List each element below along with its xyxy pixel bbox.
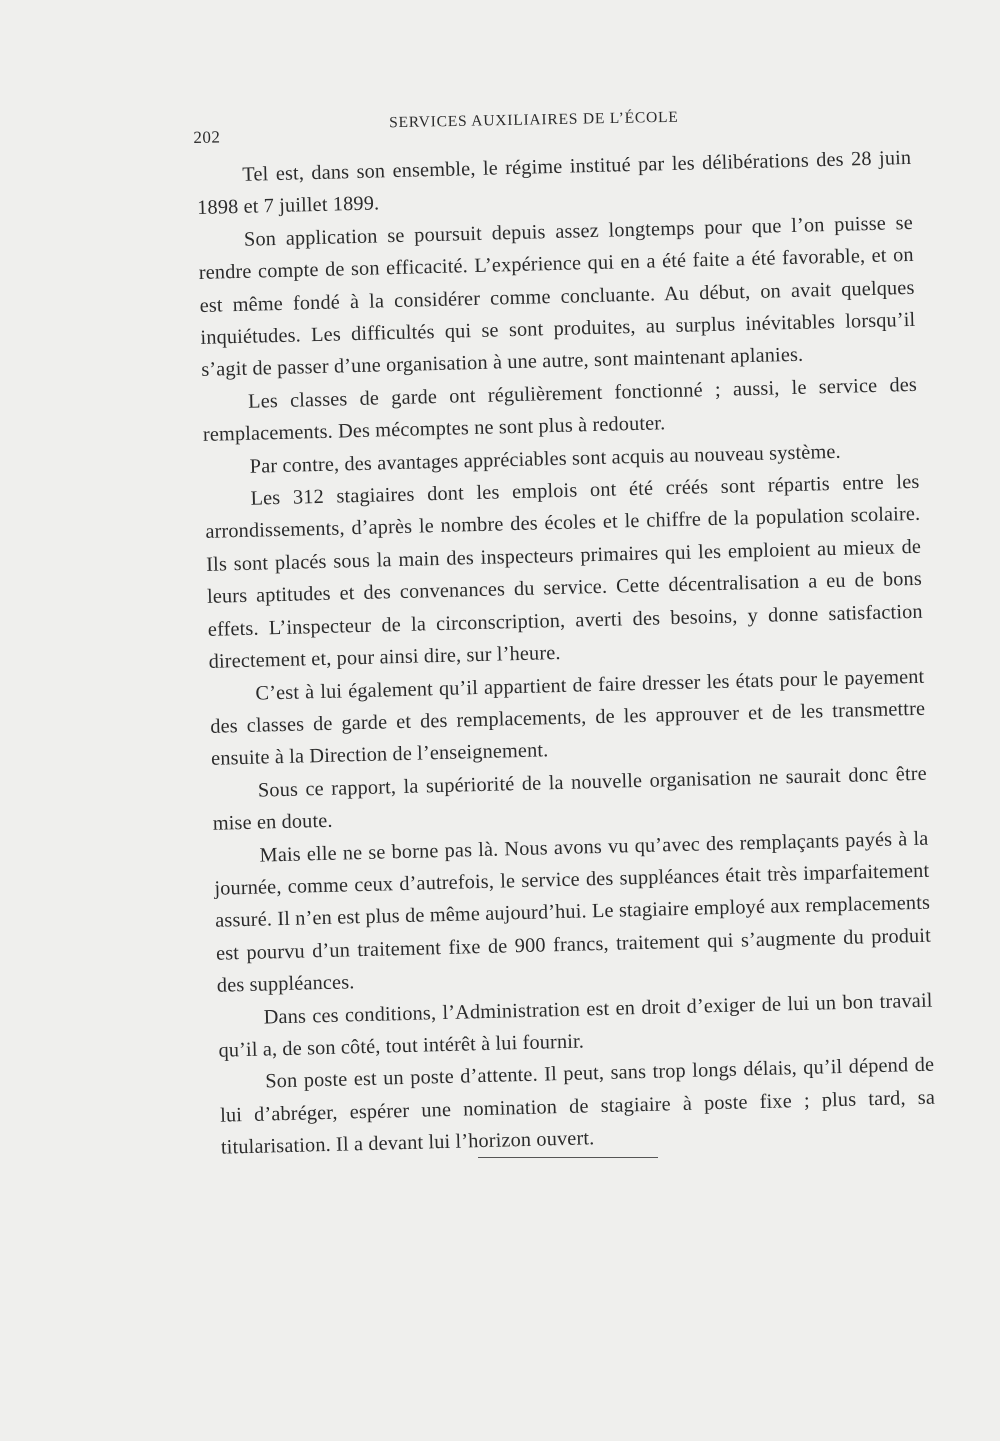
paragraph: Les 312 stagiaires dont les emplois ont été créés sont répartis entre les arrondissements, d’après le nombre des écoles et le chiffre de la population scolaire. Ils sont placés sous la main des inspecteurs primaires qui les emploient au mieux de leurs aptitudes et des convenances du service. Cette décentralisation a eu de bons effets. L’inspecteur de la circonscription, averti des besoins, y donne satisfaction directement et, pour ainsi dire, sur l’heure.: [205, 470, 923, 673]
paragraph: Son application se poursuit depuis assez longtemps pour que l’on puisse se rendre compte de son efficacité. L’expérience qui en a été faite a été favorable, et on est même fondé à la considérer comme concluante. Au début, on avait quelques inquiétudes. Les difficultés qui se sont produites, au surplus inévitables lorsqu’il s’agit de passer d’une organisation à une autre, sont maintenant aplanies.: [198, 211, 916, 382]
paragraph: Sous ce rapport, la supériorité de la nouvelle organisation ne saurait donc être mise en doute.: [212, 762, 928, 835]
paragraph: C’est à lui également qu’il appartient de faire dresser les états pour le payement des classes de garde et des remplacements, de les approuver et de les transmettre ensuite à la Direction de l’enseignement.: [210, 665, 926, 771]
paragraph: Par contre, des avantages appréciables sont acquis au nouveau système.: [249, 440, 842, 478]
paragraph: Mais elle ne se borne pas là. Nous avons vu qu’avec des remplaçants payés à la journée, comme ceux d’autrefois, le service des suppléances était très imparfaitement assuré. Il n’en est plus de même aujourd’hui. Le stagiaire employé aux remplacements est pourvu d’un traitement fixe de 900 francs, traitement qui s’augmente du produit des suppléances.: [214, 827, 932, 997]
body-text: [196, 142, 936, 1164]
paragraph: Les classes de garde ont régulièrement fonctionné ; aussi, le service des remplacements. Des mécomptes ne sont plus à redouter.: [202, 373, 918, 447]
paragraph: Dans ces conditions, l’Administration est en droit d’exiger de lui un bon travail qu’il a, de son côté, tout intérêt à lui fournir.: [218, 989, 933, 1062]
paragraph: Tel est, dans son ensemble, le régime institué par les délibérations des 28 juin 1898 et 7 juillet 1899.: [196, 146, 912, 220]
section-end-rule: [478, 1157, 658, 1158]
page-number: 202: [193, 127, 221, 147]
page-header: [193, 108, 713, 148]
paragraph: Son poste est un poste d’attente. Il peut, sans trop longs délais, qu’il dépend de lui d’abréger, espérer une nomination de stagiaire à poste fixe ; plus tard, sa titularisation. Il a devant lui l’horizon ouvert.: [219, 1053, 936, 1159]
running-head: SERVICES AUXILIAIRES DE L’ÉCOLE: [388, 108, 679, 132]
